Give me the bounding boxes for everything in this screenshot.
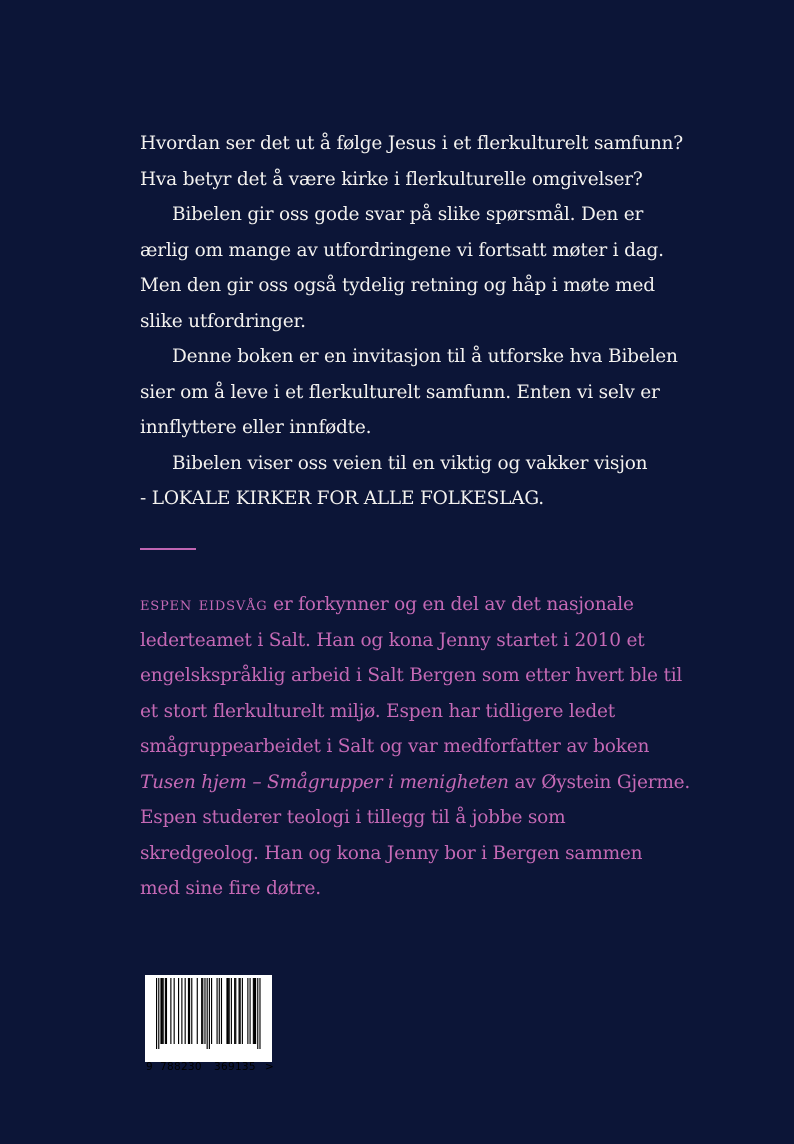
barcode-bar bbox=[217, 978, 218, 1044]
barcode-bar bbox=[239, 978, 240, 1044]
bio-line: Espen studerer teologi i tillegg til å jobbe som bbox=[140, 807, 566, 828]
bio-line: skredgeolog. Han og kona Jenny bor i Bergen sammen bbox=[140, 842, 643, 864]
barcode-bar bbox=[170, 978, 171, 1044]
barcode-bar bbox=[174, 978, 175, 1044]
bio-line: engelskspråklig arbeid i Salt Bergen som etter hvert ble til bbox=[140, 665, 683, 686]
bio-text: er forkynner og en del av det nasjonale bbox=[267, 594, 634, 615]
barcode-bar bbox=[166, 978, 167, 1044]
barcode-bar bbox=[221, 978, 222, 1044]
barcode-bar bbox=[242, 978, 243, 1044]
barcode-bar bbox=[197, 978, 198, 1044]
barcode-bar bbox=[160, 978, 161, 1044]
blurb-line: innflyttere eller innfødte. bbox=[140, 417, 372, 438]
section-divider bbox=[140, 548, 196, 550]
barcode-bar bbox=[257, 978, 258, 1049]
barcode-bar bbox=[189, 978, 190, 1044]
blurb-line: Bibelen gir oss gode svar på slike spørsmål. Den er bbox=[172, 204, 644, 225]
blurb-line: Men den gir oss også tydelig retning og håp i møte med bbox=[140, 275, 655, 296]
barcode-bar bbox=[191, 978, 192, 1044]
barcode-bar bbox=[254, 978, 255, 1044]
barcode-bar bbox=[234, 978, 235, 1044]
barcode-bar bbox=[231, 978, 232, 1044]
blurb-line: - LOKALE KIRKER FOR ALLE FOLKESLAG. bbox=[140, 488, 544, 509]
book-title: Tusen hjem – Smågrupper i menigheten bbox=[140, 771, 509, 793]
barcode-bar bbox=[259, 978, 260, 1049]
barcode-bar bbox=[253, 978, 254, 1044]
barcode-bar bbox=[156, 978, 157, 1049]
barcode-bar bbox=[165, 978, 166, 1044]
isbn-tail: > bbox=[265, 1061, 275, 1073]
blurb-line: sier om å leve i et flerkulturelt samfunn. Enten vi selv er bbox=[140, 381, 660, 403]
blurb-line: Bibelen viser oss veien til en viktig og vakker visjon bbox=[172, 452, 648, 474]
barcode-bar bbox=[250, 978, 251, 1044]
barcode-bar bbox=[207, 978, 208, 1049]
barcode-bar bbox=[240, 978, 241, 1044]
bio-text: av Øystein Gjerme. bbox=[508, 771, 691, 793]
barcode-bar bbox=[188, 978, 189, 1044]
author-bio bbox=[140, 587, 700, 907]
isbn-lead-digit: 9 bbox=[146, 1061, 153, 1073]
bio-line: med sine fire døtre. bbox=[140, 878, 321, 899]
bio-line: lederteamet i Salt. Han og kona Jenny startet i 2010 et bbox=[140, 629, 645, 651]
barcode-bar bbox=[202, 978, 203, 1044]
back-cover-blurb bbox=[140, 126, 700, 517]
barcode-bar bbox=[204, 978, 205, 1044]
blurb-line: Denne boken er en invitasjon til å utforske hva Bibelen bbox=[172, 346, 678, 367]
blurb-line: slike utfordringer. bbox=[140, 310, 306, 332]
barcode-bar bbox=[185, 978, 186, 1044]
barcode-bar bbox=[229, 978, 230, 1044]
barcode-bar bbox=[162, 978, 163, 1044]
barcode-bar bbox=[219, 978, 220, 1044]
isbn-group-1: 788230 bbox=[160, 1061, 202, 1073]
bio-line bbox=[140, 765, 700, 801]
isbn-group-2: 369135 bbox=[214, 1061, 256, 1073]
author-name: espen eidsvåg bbox=[140, 594, 268, 615]
barcode-bar bbox=[228, 978, 229, 1044]
barcode-bar bbox=[181, 978, 182, 1044]
barcode-bar bbox=[226, 978, 227, 1044]
blurb-line: ærlig om mange av utfordringene vi fortsatt møter i dag. bbox=[140, 239, 664, 261]
barcode-bar bbox=[255, 978, 256, 1044]
blurb-line: Hva betyr det å være kirke i flerkulturelle omgivelser? bbox=[140, 168, 643, 190]
blurb-line: Hvordan ser det ut å følge Jesus i et flerkulturelt samfunn? bbox=[140, 133, 683, 154]
barcode-bar bbox=[235, 978, 236, 1044]
barcode-bars bbox=[145, 975, 272, 1049]
barcode-bar bbox=[178, 978, 179, 1044]
barcode-bar bbox=[247, 978, 248, 1044]
barcode-bar bbox=[163, 978, 164, 1044]
barcode-bar bbox=[211, 978, 212, 1044]
barcode-bar bbox=[158, 978, 159, 1049]
bio-line: et stort flerkulturelt miljø. Espen har tidligere ledet bbox=[140, 700, 615, 722]
isbn-barcode bbox=[145, 975, 275, 1073]
bio-line bbox=[140, 587, 700, 623]
bio-line: smågruppearbeidet i Salt og var medforfatter av boken bbox=[140, 736, 650, 757]
barcode-bar bbox=[201, 978, 202, 1044]
barcode-bar bbox=[209, 978, 210, 1049]
